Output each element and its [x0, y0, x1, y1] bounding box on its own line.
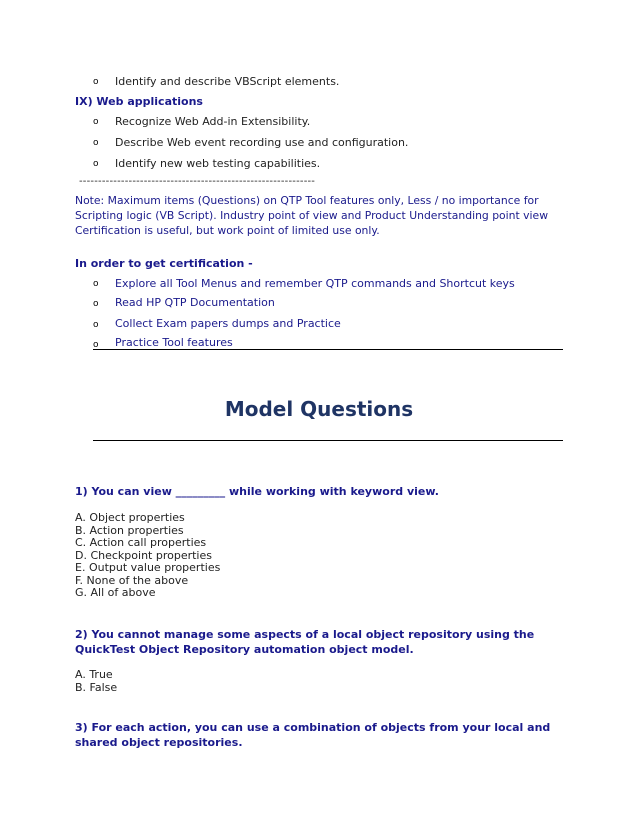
question-3: 3) For each action, you can use a combination of objects from your local and — [75, 721, 551, 734]
answer-option: D. Checkpoint properties — [75, 548, 212, 562]
answer-option: F. None of the above — [75, 573, 189, 587]
bullet: o — [93, 279, 99, 289]
list-item: Describe Web event recording use and configuration. — [115, 136, 409, 149]
question-1: 1) You can view _________ while working with keyword view. — [75, 485, 439, 498]
answer-option: A. True — [75, 668, 113, 681]
section-title: In order to get certification - — [75, 257, 253, 270]
bullet: o — [93, 159, 99, 169]
page-title: Model Questions — [224, 397, 414, 421]
list-item: Collect Exam papers dumps and Practice — [115, 317, 341, 330]
list-item: Recognize Web Add-in Extensibility. — [115, 115, 311, 128]
answer-option: A. Object properties — [75, 511, 185, 524]
list-item: Explore all Tool Menus and remember QTP commands and Shortcut keys — [115, 277, 515, 290]
list-item: Read HP QTP Documentation — [115, 296, 275, 309]
dash-separator: -------------------------------------------------------------- — [79, 176, 316, 187]
answer-option: B. Action properties — [75, 523, 184, 537]
list-item: Practice Tool features — [115, 336, 233, 349]
bullet: o — [93, 320, 99, 330]
bullet: o — [93, 138, 99, 148]
bullet: o — [93, 117, 99, 127]
horizontal-rule — [93, 440, 563, 441]
note-line: Note: Maximum items (Questions) on QTP Tool features only, Less / no importance for — [75, 194, 539, 207]
bullet: o — [93, 340, 99, 350]
list-item: Identify and describe VBScript elements. — [115, 75, 340, 88]
note-line: Certification is useful, but work point of limited use only. — [75, 224, 380, 237]
bullet: o — [93, 299, 99, 309]
answer-option: B. False — [75, 681, 118, 694]
note-line: Scripting logic (VB Script). Industry point of view and Product Understanding point view — [75, 209, 549, 222]
bullet: o — [93, 77, 99, 87]
question-2-cont: QuickTest Object Repository automation object model. — [75, 643, 414, 656]
answer-option: G. All of above — [75, 586, 156, 599]
section-title: IX) Web applications — [75, 95, 203, 108]
question-2: 2) You cannot manage some aspects of a local object repository using the — [75, 628, 535, 641]
answer-option: C. Action call properties — [75, 536, 207, 549]
question-3-cont: shared object repositories. — [75, 736, 243, 749]
answer-option: E. Output value properties — [75, 561, 221, 574]
horizontal-rule — [93, 349, 563, 350]
list-item: Identify new web testing capabilities. — [115, 157, 321, 170]
